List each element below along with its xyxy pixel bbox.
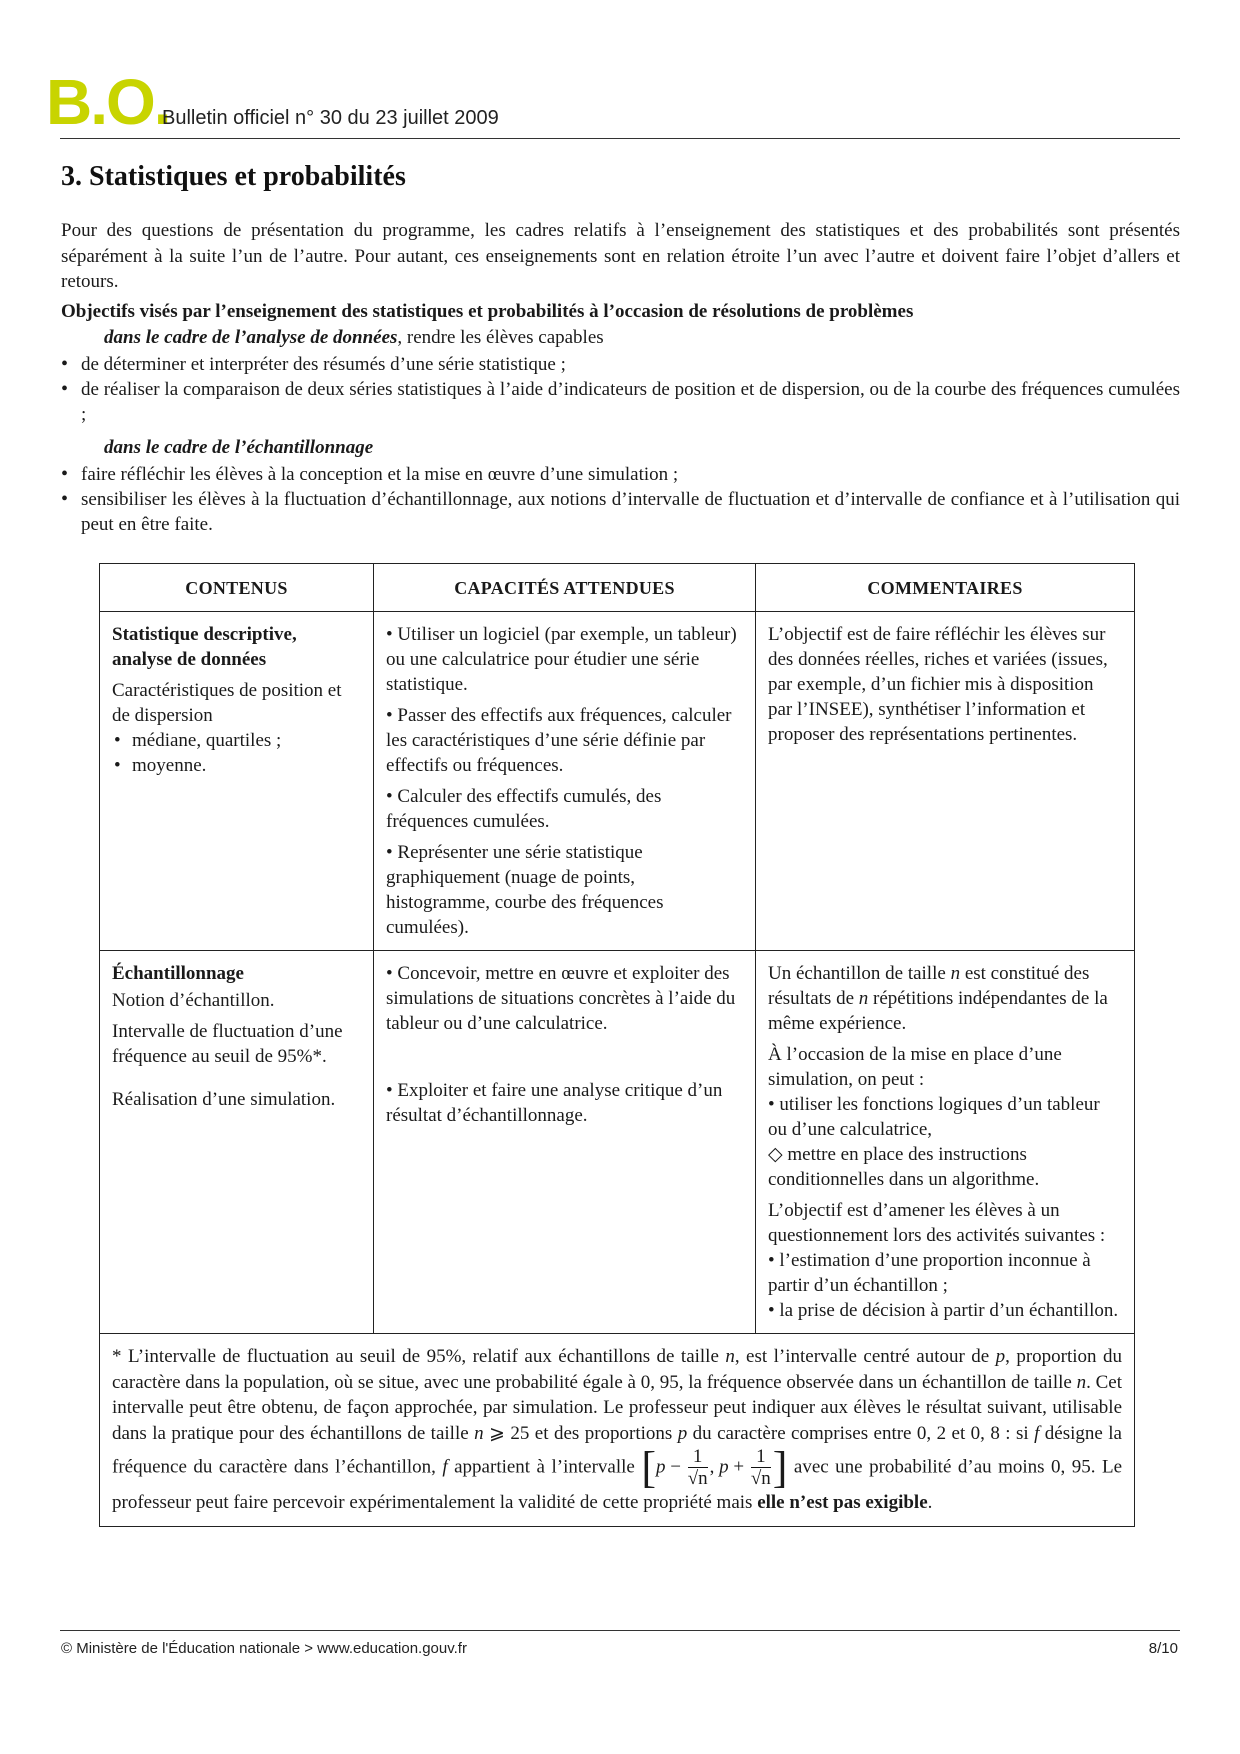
footer-rule [60, 1630, 1180, 1631]
contenus-text: Intervalle de fluctuation d’une fréquence au seuil de 95%*. [112, 1021, 343, 1067]
cell-commentaires [756, 951, 1134, 1333]
list-item: • sensibiliser les élèves à la fluctuation d’échantillonnage, aux notions d’intervalle de fluctuation et d’intervalle de confiance et à l’utilisation qui peut en être faite. [61, 487, 1180, 537]
cell-commentaires [756, 612, 1134, 950]
cell-capacites [374, 951, 756, 1333]
contenus-list [112, 728, 361, 778]
table-header-row [100, 564, 1134, 612]
bulletin-title: Bulletin officiel n° 30 du 23 juillet 2009 [162, 107, 499, 129]
footnote-text: * L’intervalle de fluctuation au seuil de 95%, relatif aux échantillons de taille n, est l’intervalle centré autour de p, proportion du caractère dans la population, où se situe, avec une probabilité égale à 0, 95, la fréquence observée dans un échantillon de taille n. Cet intervalle peut être obtenu, de façon approchée, par simulation. Le professeur peut indiquer aux élèves le résultat suivant, utilisable dans la pratique pour des échantillons de taille n ⩾ 25 et des proportions p du caractère comprises entre 0, 2 et 0, 8 : si f désigne la fréquence du caractère dans l’échantillon, f appartient à l’intervalle [p − $\frac{1}{√n}$ , p + $\frac{1}{√n}$ ] avec une probabilité d’au moins 0, 95. Le professeur peut faire percevoir expérimentalement la validité de cette propriété mais elle n’est pas exigible. [112, 1346, 1123, 1513]
cell-capacites [374, 612, 756, 950]
footnote [100, 1334, 1134, 1526]
commentaire-text: L’objectif est d’amener les élèves à un questionnement lors des activités suivantes : • l’estimation d’une proportion inconnue à partir d’un échantillon ; • la prise de décision à partir d’un échantillon. [768, 1200, 1119, 1321]
list-item: • moyenne. [112, 753, 361, 778]
table-footnote-row [100, 1334, 1134, 1526]
contenus-text: Notion d’échantillon. [112, 990, 275, 1011]
capacite-item: • Concevoir, mettre en œuvre et exploiter des simulations de situations concrètes à l’aide du tableur ou d’une calculatrice. [386, 963, 736, 1034]
capacite-item: • Représenter une série statistique graphiquement (nuage de points, histogramme, courbe des fréquences cumulées). [386, 842, 664, 938]
capacite-item: • Calculer des effectifs cumulés, des fréquences cumulées. [386, 786, 662, 832]
table-row-statistique [100, 612, 1134, 951]
contenus-text: Réalisation d’une simulation. [112, 1089, 336, 1110]
footer-copyright: © Ministère de l'Éducation nationale > www.education.gouv.fr [61, 1640, 467, 1657]
capacite-item: • Utiliser un logiciel (par exemple, un tableur) ou une calculatrice pour étudier une série statistique. [386, 624, 737, 695]
context-sampling-label: dans le cadre de l’échantillonnage [104, 437, 374, 458]
context-analysis-label: dans le cadre de l’analyse de données [104, 327, 398, 348]
header-contenus: CONTENUS [100, 564, 374, 611]
fluctuation-interval-formula: [p − $\frac{1}{√n}$ , p + $\frac{1}{√n}$ ] [641, 1443, 788, 1492]
header-commentaires: COMMENTAIRES [867, 578, 1023, 598]
list-item: • de réaliser la comparaison de deux séries statistiques à l’aide d’indicateurs de position et de dispersion, ou de la courbe des fréquences cumulées ; [61, 377, 1180, 427]
cell-contenus [100, 612, 374, 950]
commentaire-text: À l’occasion de la mise en place d’une simulation, on peut : • utiliser les fonctions logiques d’un tableur ou d’une calculatrice, ◇ mettre en place des instructions conditionnelles dans un algorithme. [768, 1044, 1100, 1190]
sampling-objectives-list [61, 462, 1180, 537]
header-rule [60, 138, 1180, 139]
list-item: • faire réfléchir les élèves à la conception et la mise en œuvre d’une simulation ; [61, 462, 1180, 487]
context-analysis-line [104, 327, 604, 349]
list-item: • de déterminer et interpréter des résumés d’une série statistique ; [61, 352, 1180, 377]
table-row-echantillonnage [100, 951, 1134, 1334]
page-number: 8/10 [1148, 1640, 1178, 1657]
capacite-item: • Passer des effectifs aux fréquences, calculer les caractéristiques d’une série définie par effectifs ou fréquences. [386, 705, 732, 776]
program-table [99, 563, 1135, 1527]
analysis-objectives-list [61, 352, 1180, 427]
contenus-title: Statistique descriptive, analyse de données [112, 624, 297, 670]
bo-logo: B.O. [46, 66, 170, 138]
section-title: 3. Statistiques et probabilités [61, 161, 406, 192]
contenus-subtitle: Caractéristiques de position et de dispersion [112, 680, 342, 726]
cell-contenus [100, 951, 374, 1333]
header-capacites: CAPACITÉS ATTENDUES [374, 564, 756, 611]
context-sampling-line [104, 437, 373, 459]
context-analysis-rest: , rendre les élèves capables [397, 327, 604, 348]
commentaire-text: L’objectif est de faire réfléchir les élèves sur des données réelles, riches et variées (issues, par exemple, d’un fichier mis à disposition par l’INSEE), synthétiser l’information et proposer des représentations pertinentes. [768, 624, 1108, 745]
commentaire-text: Un échantillon de taille n est constitué des résultats de n répétitions indépendantes de la même expérience. [768, 963, 1108, 1034]
contenus-title: Échantillonnage [112, 963, 244, 984]
capacite-item: • Exploiter et faire une analyse critique d’un résultat d’échantillonnage. [386, 1080, 723, 1126]
intro-paragraph: Pour des questions de présentation du programme, les cadres relatifs à l’enseignement des statistiques et des probabilités sont présentés séparément à la suite l’un de l’autre. Pour autant, ces enseignements sont en relation étroite l’un avec l’autre et doivent faire l’objet d’allers et retours. [61, 220, 1180, 292]
list-item: • médiane, quartiles ; [112, 728, 361, 753]
objectives-title: Objectifs visés par l’enseignement des statistiques et probabilités à l’occasion de résolutions de problèmes [61, 301, 914, 322]
